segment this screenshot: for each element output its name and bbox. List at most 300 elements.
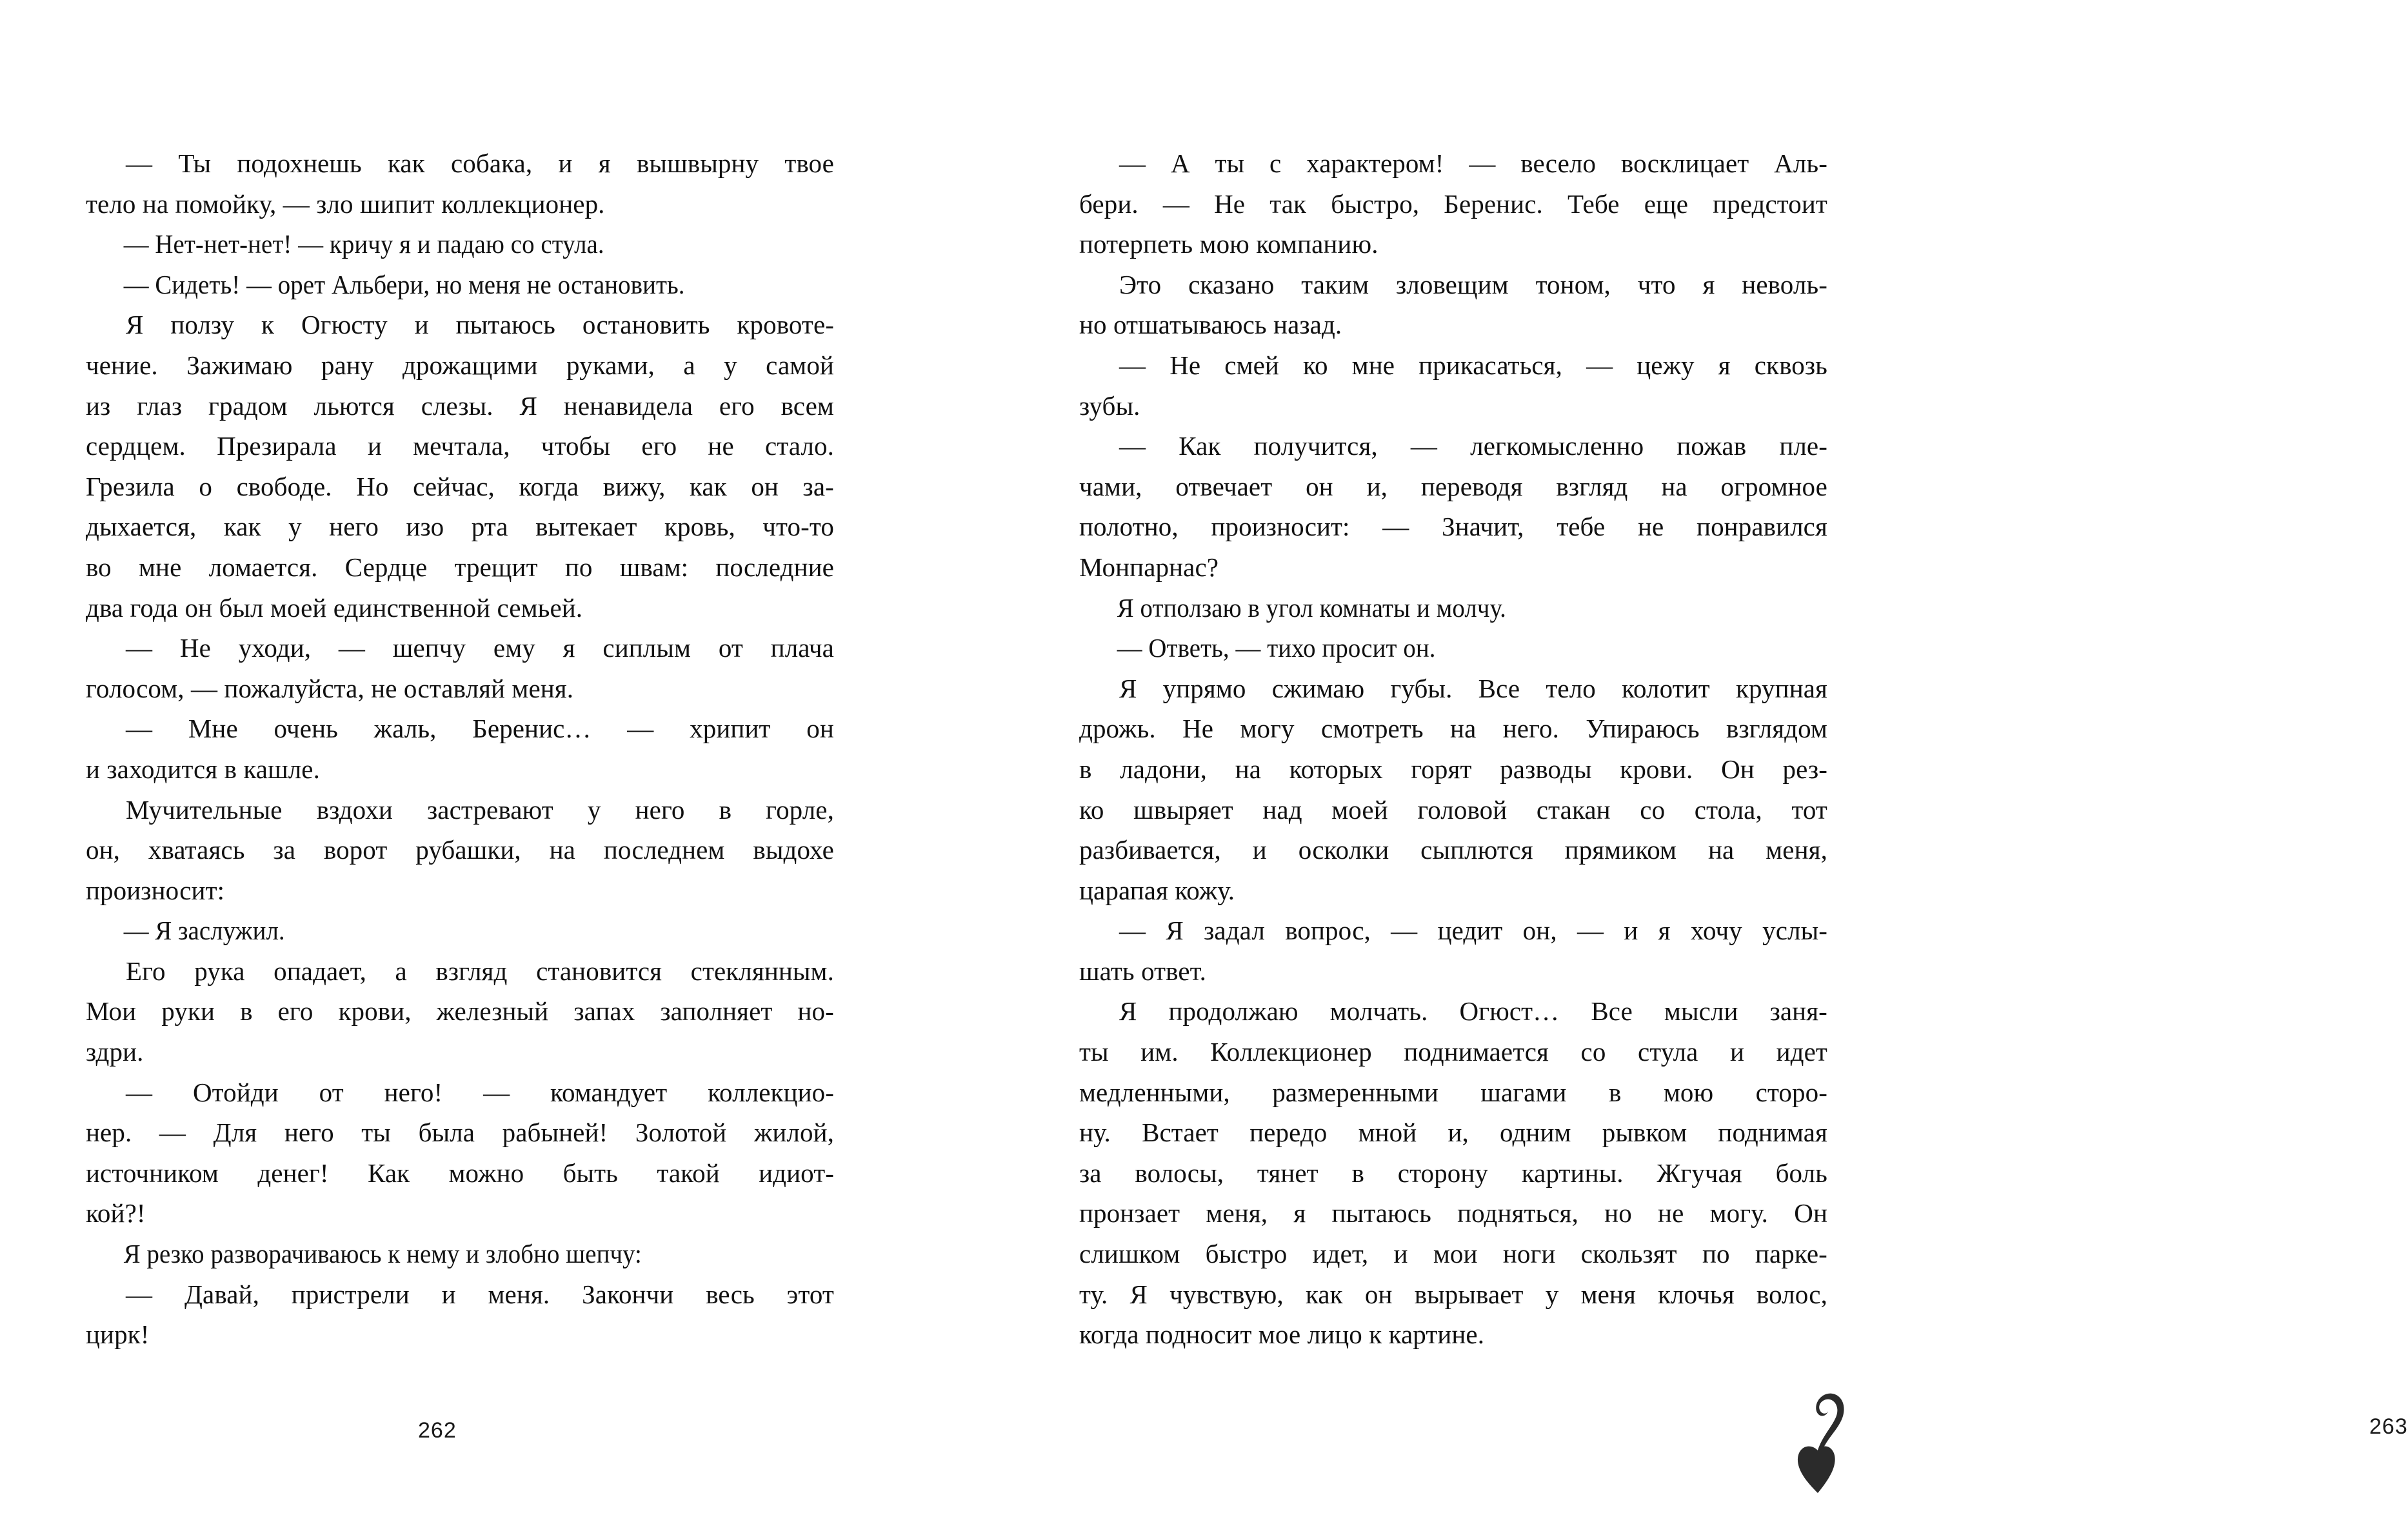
text-word: моей xyxy=(1331,794,1388,825)
text-word: Я xyxy=(126,310,144,340)
text-word: ко xyxy=(1303,350,1328,380)
text-word: была xyxy=(418,1118,475,1148)
text-word: и xyxy=(367,431,382,461)
text-line: — Нет-нет-нет! — кричу я и падаю со стула. xyxy=(123,229,604,259)
text-word: пытаюсь xyxy=(1331,1198,1431,1228)
text-word: что xyxy=(1637,269,1676,299)
text-line xyxy=(1079,184,1827,225)
text-line: — Ответь, — тихо просит он. xyxy=(1117,633,1436,663)
text-word: я xyxy=(598,148,611,178)
text-word: рта xyxy=(471,512,508,542)
text-word: жилой, xyxy=(753,1118,834,1148)
text-word: вышвырну xyxy=(636,148,759,178)
text-line: Я отползаю в угол комнаты и молчу. xyxy=(1117,592,1506,623)
text-line xyxy=(1079,1193,1827,1234)
text-word: еще xyxy=(1644,188,1689,219)
text-word: отвечает xyxy=(1175,471,1273,501)
text-word: слезы. xyxy=(421,390,493,421)
text-word: последние xyxy=(715,552,834,582)
text-word: и xyxy=(414,310,429,340)
text-word: Давай, xyxy=(184,1279,259,1309)
text-word: он xyxy=(751,471,779,501)
page-number-left: 262 xyxy=(418,1418,457,1443)
text-word: я xyxy=(1718,350,1731,380)
paragraph xyxy=(1079,991,1827,1354)
text-line xyxy=(86,506,834,547)
text-word: кровоте- xyxy=(737,310,834,340)
text-line: шать ответ. xyxy=(1079,956,1206,986)
text-word: Огюсту xyxy=(301,310,388,340)
text-word: — xyxy=(159,1118,186,1148)
text-line: — Сидеть! — орет Альбери, но меня не остановить. xyxy=(123,269,685,299)
text-word: — xyxy=(483,1077,510,1107)
text-word: ту. xyxy=(1079,1279,1108,1309)
text-word: когда xyxy=(519,471,579,501)
text-word: идет, xyxy=(1312,1239,1369,1269)
text-word: губы. xyxy=(1390,673,1453,703)
text-word: выдохе xyxy=(753,835,834,865)
text-line: тело на помойку, — зло шипит коллекционер. xyxy=(86,188,605,219)
text-word: цежу xyxy=(1637,350,1695,380)
text-word: денег! xyxy=(257,1158,329,1188)
text-word: опадает, xyxy=(274,956,366,986)
text-word: Не xyxy=(179,633,211,663)
text-word: глаз xyxy=(137,390,183,421)
text-word: Это xyxy=(1119,269,1162,299)
text-word: скользят xyxy=(1580,1239,1677,1269)
text-line xyxy=(86,830,834,870)
text-line xyxy=(1079,1153,1827,1194)
text-line xyxy=(1119,345,1827,386)
text-word: свободе. xyxy=(236,471,332,501)
text-word: А xyxy=(1170,148,1190,178)
text-word: последнем xyxy=(603,835,725,865)
text-word: о xyxy=(199,471,212,501)
text-word: взглядом xyxy=(1726,714,1827,744)
text-word: ему xyxy=(493,633,535,663)
text-word: не xyxy=(1658,1198,1684,1228)
text-word: хочу xyxy=(1690,916,1742,946)
text-word: него xyxy=(284,1118,334,1148)
text-line xyxy=(1119,668,1827,709)
page-right xyxy=(953,0,2408,1524)
text-word: Золотой xyxy=(635,1118,727,1148)
text-word: но xyxy=(1604,1198,1632,1228)
text-block-right xyxy=(1079,143,1827,1355)
text-word: твое xyxy=(784,148,834,178)
text-line: но отшатываюсь назад. xyxy=(1079,310,1342,340)
text-line xyxy=(126,305,834,345)
text-line xyxy=(126,790,834,830)
text-word: — xyxy=(1410,431,1438,461)
text-word: сжимаю xyxy=(1271,673,1365,703)
paragraph xyxy=(86,708,834,789)
text-word: него. xyxy=(1502,714,1559,744)
paragraph xyxy=(86,305,834,628)
text-word: пожав xyxy=(1677,431,1747,461)
text-word: дыхается, xyxy=(86,512,197,542)
text-word: в xyxy=(1608,1077,1622,1107)
text-word: чение. xyxy=(86,350,158,380)
text-word: нер. xyxy=(86,1118,132,1148)
text-word: руки xyxy=(161,996,215,1027)
text-line xyxy=(126,628,834,668)
paragraph xyxy=(86,1274,834,1355)
text-word: медленными, xyxy=(1079,1077,1230,1107)
text-word: вижу, xyxy=(602,471,666,501)
text-word: ты xyxy=(361,1118,391,1148)
text-word: тебе xyxy=(1557,512,1606,542)
text-word: могу xyxy=(1240,714,1295,744)
text-word: как xyxy=(690,471,727,501)
text-line xyxy=(126,951,834,992)
text-line xyxy=(1119,991,1827,1032)
text-word: поднимается xyxy=(1404,1037,1549,1067)
text-word: тело xyxy=(1546,673,1596,703)
text-word: градом xyxy=(208,390,288,421)
text-word: я xyxy=(1658,916,1671,946)
text-line xyxy=(1119,426,1827,466)
text-word: — xyxy=(1577,916,1604,946)
text-word: мне xyxy=(138,552,182,582)
text-word: у xyxy=(1545,1279,1559,1309)
text-line xyxy=(1079,1112,1827,1153)
text-word: за xyxy=(273,835,296,865)
text-word: идиот- xyxy=(759,1158,834,1188)
text-word: пристрели xyxy=(291,1279,410,1309)
text-word: такой xyxy=(657,1158,720,1188)
text-word: зловещим xyxy=(1395,269,1509,299)
paragraph xyxy=(86,790,834,911)
text-word: — xyxy=(126,633,153,663)
text-line: два года он был моей единственной семьей. xyxy=(86,592,583,623)
text-word: Мучительные xyxy=(126,794,283,825)
text-word: — xyxy=(338,633,365,663)
text-word: мысли xyxy=(1664,996,1738,1027)
text-word: — xyxy=(1162,188,1189,219)
paragraph xyxy=(86,265,834,305)
text-word: меня, xyxy=(1766,835,1827,865)
text-word: и xyxy=(1252,835,1267,865)
text-word: взгляд xyxy=(435,956,508,986)
text-word: со xyxy=(1580,1037,1606,1067)
text-word: в xyxy=(1351,1158,1364,1188)
text-word: таким xyxy=(1301,269,1369,299)
text-line xyxy=(86,386,834,426)
text-line xyxy=(1119,265,1827,305)
text-word: ладони, xyxy=(1120,754,1208,784)
text-word: как xyxy=(1305,1279,1343,1309)
text-word: Беренис… xyxy=(472,714,592,744)
text-word: него xyxy=(635,794,685,825)
text-word: смотреть xyxy=(1321,714,1424,744)
text-word: так xyxy=(1269,188,1307,219)
text-word: цедит xyxy=(1437,916,1503,946)
text-word: взгляд xyxy=(1556,471,1628,501)
text-line xyxy=(1079,790,1827,830)
text-word: а xyxy=(395,956,407,986)
text-line: произносит: xyxy=(86,875,225,905)
text-word: по xyxy=(1702,1239,1730,1269)
text-word: стакан xyxy=(1536,794,1611,825)
text-word: над xyxy=(1262,794,1302,825)
text-word: сторо- xyxy=(1755,1077,1827,1107)
text-word: Ты xyxy=(178,148,212,178)
text-word: клочья xyxy=(1658,1279,1735,1309)
text-word: переводя xyxy=(1420,471,1523,501)
text-word: источником xyxy=(86,1158,219,1188)
text-word: вздохи xyxy=(316,794,393,825)
text-word: сыплются xyxy=(1420,835,1533,865)
text-word: Жгучая xyxy=(1657,1158,1742,1188)
text-word: как xyxy=(223,512,261,542)
text-line xyxy=(126,143,834,184)
paragraph xyxy=(1079,628,1827,668)
text-word: ползу xyxy=(170,310,235,340)
text-word: у xyxy=(724,350,737,380)
text-word: смей xyxy=(1224,350,1279,380)
text-line: цирк! xyxy=(86,1319,150,1350)
text-word: весело xyxy=(1520,148,1597,178)
text-word: — xyxy=(126,1077,153,1107)
leaf-vine-ornament-icon xyxy=(1791,1382,1853,1493)
paragraph xyxy=(1079,143,1827,265)
text-word: остановить xyxy=(582,310,710,340)
text-word: восклицает xyxy=(1620,148,1749,178)
text-word: крови. xyxy=(1620,754,1693,784)
page-left xyxy=(0,0,952,1524)
text-word: продолжаю xyxy=(1168,996,1299,1027)
text-word: льются xyxy=(313,390,395,421)
text-line xyxy=(1079,1274,1827,1315)
text-word: — xyxy=(126,714,153,744)
text-word: Тебе xyxy=(1567,188,1620,219)
text-word: на xyxy=(1235,754,1262,784)
text-word: самой xyxy=(766,350,834,380)
text-word: запах xyxy=(573,996,635,1027)
text-word: очень xyxy=(274,714,338,744)
text-word: Коллекционер xyxy=(1210,1037,1372,1067)
text-word: этот xyxy=(786,1279,834,1309)
text-word: произносит: xyxy=(1211,512,1350,542)
text-word: ворот xyxy=(323,835,388,865)
text-word: во xyxy=(86,552,112,582)
text-word: и, xyxy=(1366,471,1388,501)
paragraph xyxy=(1079,668,1827,911)
text-word: Мои xyxy=(86,996,137,1027)
text-line xyxy=(126,708,834,749)
text-word: волосы, xyxy=(1135,1158,1224,1188)
text-word: молчать. xyxy=(1329,996,1428,1027)
text-word: сторону xyxy=(1397,1158,1488,1188)
text-word: он xyxy=(806,714,834,744)
text-word: осколки xyxy=(1298,835,1389,865)
text-line xyxy=(1079,1234,1827,1274)
text-word: стула xyxy=(1638,1037,1698,1067)
text-word: — xyxy=(1119,148,1146,178)
page-number-right: 263 xyxy=(2369,1414,2408,1439)
text-word: его xyxy=(719,390,755,421)
text-word: — xyxy=(126,1279,153,1309)
text-word: на xyxy=(1450,714,1477,744)
text-word: ты xyxy=(1079,1037,1109,1067)
text-word: собака, xyxy=(451,148,533,178)
text-line: когда подносит мое лицо к картине. xyxy=(1079,1319,1485,1350)
text-word: на xyxy=(1707,835,1735,865)
text-word: прямиком xyxy=(1564,835,1677,865)
paragraph xyxy=(86,1234,834,1274)
text-line xyxy=(1079,1072,1827,1113)
text-line: Я резко разворачиваюсь к нему и злобно шепчу: xyxy=(123,1239,642,1269)
text-word: он xyxy=(1364,1279,1393,1309)
text-word: Его xyxy=(126,956,166,986)
text-word: заполняет xyxy=(660,996,773,1027)
text-word: у xyxy=(587,794,601,825)
text-word: железный xyxy=(436,996,549,1027)
text-line: зубы. xyxy=(1079,390,1140,421)
text-word: парке- xyxy=(1755,1239,1827,1269)
paragraph xyxy=(86,1072,834,1234)
text-word: стало. xyxy=(764,431,834,461)
text-word: — xyxy=(1469,148,1496,178)
text-word: Он xyxy=(1721,754,1755,784)
text-word: слишком xyxy=(1079,1239,1180,1269)
text-word: к xyxy=(261,310,275,340)
text-word: тянет xyxy=(1257,1158,1318,1188)
text-word: горле, xyxy=(766,794,834,825)
paragraph xyxy=(1079,910,1827,991)
text-word: Я xyxy=(1119,996,1137,1027)
text-word: становится xyxy=(536,956,662,986)
text-word: услы- xyxy=(1762,916,1827,946)
text-word: сердцем. xyxy=(86,431,186,461)
text-word: мою xyxy=(1663,1077,1714,1107)
text-word: вопрос, xyxy=(1285,916,1371,946)
text-word: Упираюсь xyxy=(1586,714,1700,744)
text-word: на xyxy=(549,835,575,865)
text-word: шагами xyxy=(1480,1077,1567,1107)
text-word: ко xyxy=(1079,794,1104,825)
text-word: передо xyxy=(1249,1118,1328,1148)
text-word: волос, xyxy=(1756,1279,1827,1309)
text-word: весь xyxy=(706,1279,755,1309)
text-line: потерпеть мою компанию. xyxy=(1079,229,1378,259)
text-word: хватаясь xyxy=(148,835,245,865)
text-line: и заходится в кашле. xyxy=(86,754,320,784)
text-word: разбивается, xyxy=(1079,835,1221,865)
text-word: Я xyxy=(1166,916,1184,946)
text-word: за- xyxy=(802,471,834,501)
text-word: стола, xyxy=(1694,794,1762,825)
text-word: колотит xyxy=(1622,673,1710,703)
text-line xyxy=(86,1112,834,1153)
text-line xyxy=(86,1153,834,1194)
text-word: Не xyxy=(1214,188,1246,219)
text-word: картины. xyxy=(1521,1158,1624,1188)
paragraph xyxy=(1079,426,1827,587)
paragraph xyxy=(86,910,834,951)
text-line: — Я заслужил. xyxy=(123,916,285,946)
text-line xyxy=(86,547,834,588)
text-word: крови, xyxy=(338,996,412,1027)
text-word: я xyxy=(1293,1198,1306,1228)
text-word: мной xyxy=(1358,1118,1417,1148)
text-line xyxy=(86,466,834,507)
text-word: в xyxy=(240,996,253,1027)
text-word: со xyxy=(1640,794,1666,825)
text-word: и xyxy=(1730,1037,1745,1067)
text-line xyxy=(1079,749,1827,790)
text-line xyxy=(1119,910,1827,951)
text-word: коллекцио- xyxy=(708,1077,834,1107)
text-word: огромное xyxy=(1720,471,1827,501)
text-word: Мне xyxy=(188,714,238,744)
text-word: горят xyxy=(1411,754,1472,784)
text-word: швыряет xyxy=(1133,794,1233,825)
text-word: мои xyxy=(1433,1239,1478,1269)
text-word: идет xyxy=(1776,1037,1827,1067)
text-word: и xyxy=(441,1279,456,1309)
text-word: Он xyxy=(1794,1198,1827,1228)
text-word: плача xyxy=(770,633,834,663)
text-word: сказано xyxy=(1188,269,1275,299)
text-word: рабыней! xyxy=(502,1118,608,1148)
text-word: Грезила xyxy=(86,471,175,501)
text-word: Сердце xyxy=(344,552,428,582)
text-word: застревают xyxy=(427,794,553,825)
text-word: Я xyxy=(519,390,537,421)
text-word: командует xyxy=(550,1077,668,1107)
text-block-left xyxy=(86,143,834,1355)
text-line xyxy=(126,1072,834,1113)
text-word: рубашки, xyxy=(415,835,521,865)
text-word: Но xyxy=(356,471,389,501)
text-word: стеклянным. xyxy=(690,956,834,986)
text-word: Я xyxy=(1129,1279,1148,1309)
text-word: от xyxy=(319,1077,344,1107)
text-word: быстро xyxy=(1205,1239,1288,1269)
text-word: Все xyxy=(1591,996,1633,1027)
text-word: мне xyxy=(1351,350,1395,380)
text-word: сейчас, xyxy=(413,471,495,501)
text-word: трещит xyxy=(454,552,538,582)
text-word: предстоит xyxy=(1713,188,1827,219)
text-word: он xyxy=(1306,471,1333,501)
text-word: пронзает xyxy=(1079,1198,1180,1228)
text-word: — xyxy=(1119,916,1146,946)
text-line: здри. xyxy=(86,1037,144,1067)
text-word: одним xyxy=(1500,1118,1571,1148)
text-word: сиплым xyxy=(602,633,692,663)
text-word: которых xyxy=(1289,754,1383,784)
text-word: бери. xyxy=(1079,188,1139,219)
text-word: — xyxy=(1382,512,1409,542)
text-word: меня, xyxy=(1206,1198,1268,1228)
text-word: не xyxy=(708,431,734,461)
text-word: подняться, xyxy=(1457,1198,1578,1228)
text-word: характером! xyxy=(1306,148,1444,178)
text-word: могу. xyxy=(1709,1198,1769,1228)
paragraph xyxy=(1079,345,1827,426)
text-word: Я xyxy=(1119,673,1137,703)
text-word: него! xyxy=(384,1077,443,1107)
text-word: — xyxy=(126,148,153,178)
text-word: ноги xyxy=(1502,1239,1556,1269)
text-word: Не xyxy=(1169,350,1201,380)
text-word: можно xyxy=(448,1158,524,1188)
text-word: ты xyxy=(1215,148,1245,178)
text-word: получится, xyxy=(1253,431,1378,461)
